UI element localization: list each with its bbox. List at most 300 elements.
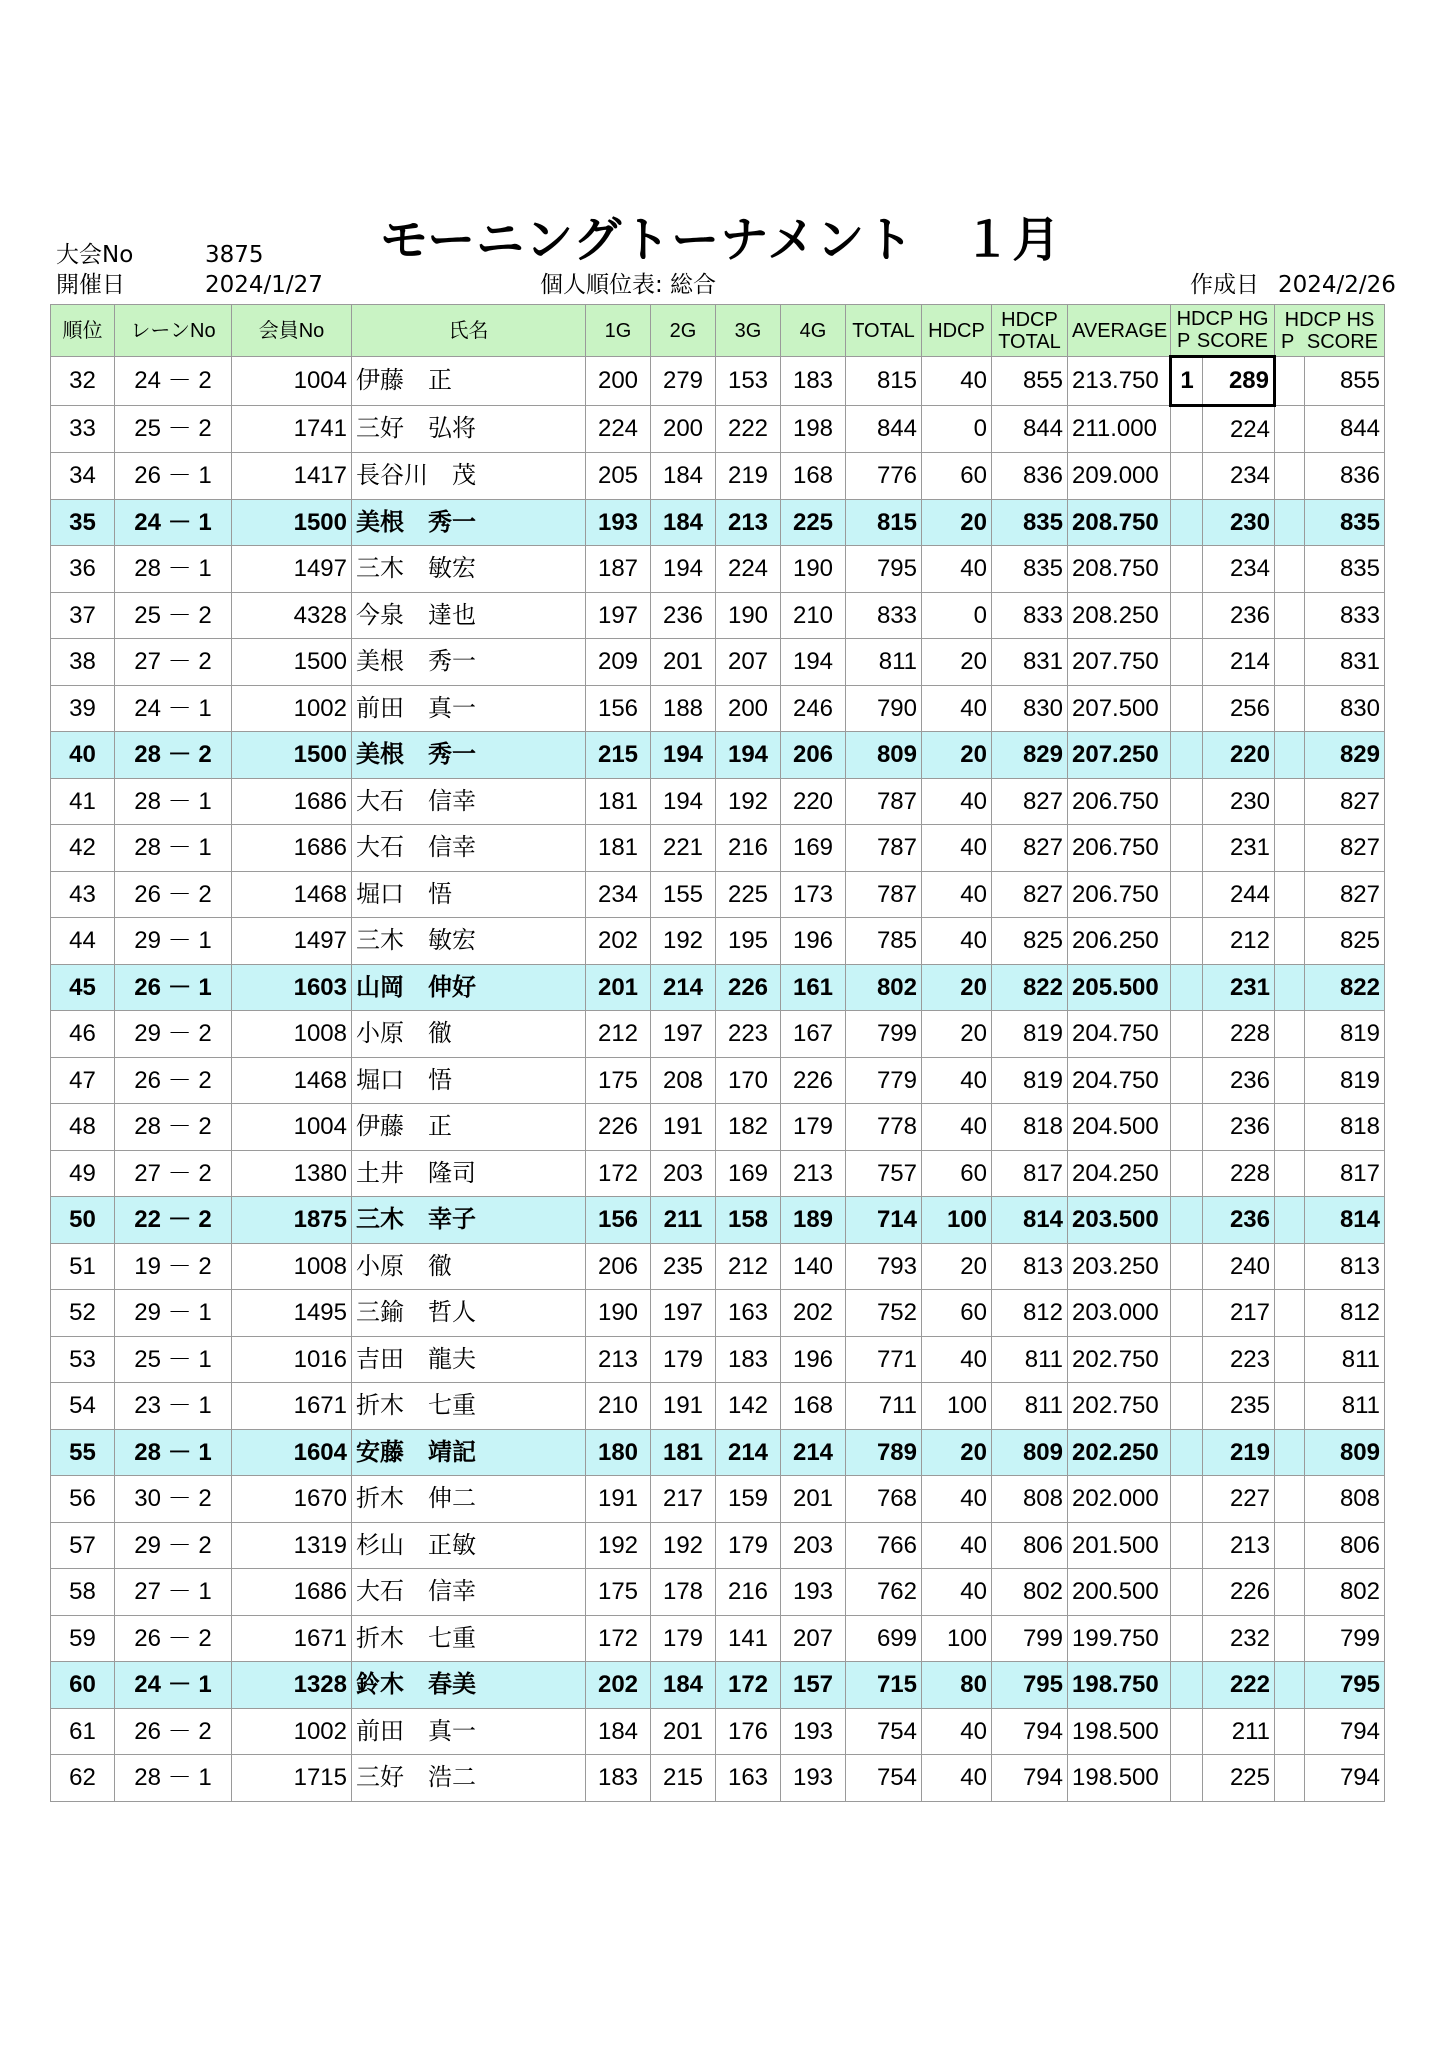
cell-hs-p [1275, 592, 1305, 639]
cell-hdcp: 40 [922, 825, 992, 872]
cell-rank: 49 [51, 1150, 115, 1197]
cell-hs-score: 836 [1305, 453, 1385, 500]
cell-average: 204.750 [1068, 1011, 1171, 1058]
cell-hs-score: 819 [1305, 1011, 1385, 1058]
cell-hs-p [1275, 825, 1305, 872]
cell-g4: 202 [781, 1290, 846, 1337]
cell-hdcp: 40 [922, 1336, 992, 1383]
cell-average: 209.000 [1068, 453, 1171, 500]
cell-name: 三木 敏宏 [352, 546, 586, 593]
cell-hs-p [1275, 778, 1305, 825]
cell-hdcp: 40 [922, 357, 992, 406]
table-row [51, 685, 1385, 732]
cell-hs-p [1275, 1243, 1305, 1290]
table-row [51, 1615, 1385, 1662]
cell-hg-p: 1 [1171, 357, 1203, 406]
cell-hg-p [1171, 964, 1203, 1011]
cell-member: 1603 [232, 964, 352, 1011]
cell-g1: 181 [586, 825, 651, 872]
cell-member: 1671 [232, 1383, 352, 1430]
cell-hdcp: 20 [922, 1243, 992, 1290]
created-date: 2024/2/26 [1278, 272, 1396, 298]
cell-hg-p [1171, 1104, 1203, 1151]
cell-member: 1741 [232, 405, 352, 453]
cell-hs-score: 831 [1305, 639, 1385, 686]
cell-g2: 201 [651, 1708, 716, 1755]
cell-lane: 22 － 2 [115, 1197, 232, 1244]
cell-total: 790 [846, 685, 922, 732]
table-row [51, 639, 1385, 686]
cell-hs-score: 794 [1305, 1708, 1385, 1755]
cell-hdcp-total: 818 [992, 1104, 1068, 1151]
cell-hg-score: 224 [1203, 405, 1275, 453]
cell-g2: 197 [651, 1011, 716, 1058]
cell-average: 203.500 [1068, 1197, 1171, 1244]
col-hdcp-hs-top: HDCP HS [1284, 308, 1375, 331]
cell-lane: 28 － 1 [115, 1429, 232, 1476]
cell-hdcp-total: 827 [992, 871, 1068, 918]
cell-hs-p [1275, 1569, 1305, 1616]
cell-lane: 24 － 2 [115, 357, 232, 406]
cell-g1: 180 [586, 1429, 651, 1476]
cell-hdcp: 20 [922, 639, 992, 686]
cell-g3: 183 [716, 1336, 781, 1383]
cell-hdcp-total: 825 [992, 918, 1068, 965]
cell-hs-score: 811 [1305, 1383, 1385, 1430]
cell-hdcp: 40 [922, 1057, 992, 1104]
cell-g3: 190 [716, 592, 781, 639]
cell-lane: 27 － 1 [115, 1569, 232, 1616]
cell-name: 折木 七重 [352, 1383, 586, 1430]
cell-total: 752 [846, 1290, 922, 1337]
cell-average: 202.000 [1068, 1476, 1171, 1523]
cell-total: 779 [846, 1057, 922, 1104]
cell-total: 789 [846, 1429, 922, 1476]
cell-g1: 210 [586, 1383, 651, 1430]
col-hdcp-hs-score: SCORE [1306, 330, 1378, 353]
cell-hs-p [1275, 1336, 1305, 1383]
results-table [50, 304, 1385, 1802]
col-rank: 順位 [51, 305, 115, 357]
cell-hdcp-total: 829 [992, 732, 1068, 779]
cell-hs-score: 794 [1305, 1755, 1385, 1802]
cell-g3: 170 [716, 1057, 781, 1104]
cell-member: 1686 [232, 825, 352, 872]
cell-hg-p [1171, 1197, 1203, 1244]
cell-g3: 207 [716, 639, 781, 686]
cell-member: 1495 [232, 1290, 352, 1337]
cell-g4: 226 [781, 1057, 846, 1104]
cell-g2: 215 [651, 1755, 716, 1802]
cell-name: 折木 七重 [352, 1615, 586, 1662]
table-row [51, 1104, 1385, 1151]
cell-average: 203.250 [1068, 1243, 1171, 1290]
cell-member: 1715 [232, 1755, 352, 1802]
cell-g3: 212 [716, 1243, 781, 1290]
cell-hg-p [1171, 825, 1203, 872]
cell-lane: 27 － 2 [115, 639, 232, 686]
cell-total: 787 [846, 825, 922, 872]
cell-hs-score: 835 [1305, 499, 1385, 546]
cell-g3: 195 [716, 918, 781, 965]
cell-g1: 190 [586, 1290, 651, 1337]
cell-g3: 216 [716, 1569, 781, 1616]
cell-name: 今泉 達也 [352, 592, 586, 639]
cell-hs-p [1275, 1755, 1305, 1802]
cell-g2: 191 [651, 1104, 716, 1151]
cell-hg-score: 232 [1203, 1615, 1275, 1662]
cell-lane: 24 － 1 [115, 1662, 232, 1709]
cell-g4: 167 [781, 1011, 846, 1058]
cell-hdcp: 60 [922, 1290, 992, 1337]
cell-hs-score: 817 [1305, 1150, 1385, 1197]
col-hdcp-hg-score: SCORE [1196, 330, 1268, 352]
cell-g1: 172 [586, 1615, 651, 1662]
col-hdcp-hs-p: P [1281, 330, 1295, 353]
cell-hdcp-total: 855 [992, 357, 1068, 406]
cell-hdcp: 100 [922, 1615, 992, 1662]
cell-lane: 23 － 1 [115, 1383, 232, 1430]
cell-g2: 200 [651, 405, 716, 453]
col-g2: 2G [651, 305, 716, 357]
cell-total: 815 [846, 499, 922, 546]
tournament-no: 3875 [205, 242, 264, 268]
cell-hdcp: 0 [922, 405, 992, 453]
cell-hg-p [1171, 1476, 1203, 1523]
cell-lane: 26 － 2 [115, 1615, 232, 1662]
cell-member: 1016 [232, 1336, 352, 1383]
report-subtitle: 個人順位表: 総合 [540, 272, 717, 298]
cell-name: 安藤 靖記 [352, 1429, 586, 1476]
cell-hg-score: 226 [1203, 1569, 1275, 1616]
cell-hg-score: 228 [1203, 1011, 1275, 1058]
cell-member: 1500 [232, 499, 352, 546]
table-row [51, 1336, 1385, 1383]
cell-hg-p [1171, 918, 1203, 965]
cell-hs-p [1275, 357, 1305, 406]
cell-lane: 25 － 1 [115, 1336, 232, 1383]
table-row [51, 871, 1385, 918]
cell-hs-score: 827 [1305, 871, 1385, 918]
cell-hs-p [1275, 453, 1305, 500]
cell-lane: 25 － 2 [115, 405, 232, 453]
cell-member: 1671 [232, 1615, 352, 1662]
cell-hdcp: 40 [922, 1755, 992, 1802]
cell-g2: 236 [651, 592, 716, 639]
cell-lane: 26 － 1 [115, 453, 232, 500]
cell-hg-p [1171, 1290, 1203, 1337]
cell-average: 207.250 [1068, 732, 1171, 779]
cell-hg-score: 240 [1203, 1243, 1275, 1290]
cell-hg-score: 227 [1203, 1476, 1275, 1523]
cell-rank: 37 [51, 592, 115, 639]
cell-average: 208.750 [1068, 499, 1171, 546]
cell-hdcp-total: 819 [992, 1011, 1068, 1058]
cell-rank: 47 [51, 1057, 115, 1104]
cell-g2: 214 [651, 964, 716, 1011]
cell-g3: 224 [716, 546, 781, 593]
cell-hdcp-total: 802 [992, 1569, 1068, 1616]
cell-g3: 194 [716, 732, 781, 779]
cell-total: 787 [846, 871, 922, 918]
cell-g2: 235 [651, 1243, 716, 1290]
cell-total: 802 [846, 964, 922, 1011]
cell-hg-p [1171, 546, 1203, 593]
cell-hdcp-total: 819 [992, 1057, 1068, 1104]
cell-g3: 176 [716, 1708, 781, 1755]
table-row [51, 546, 1385, 593]
cell-g2: 178 [651, 1569, 716, 1616]
cell-hg-score: 236 [1203, 1197, 1275, 1244]
cell-total: 799 [846, 1011, 922, 1058]
cell-hg-score: 256 [1203, 685, 1275, 732]
cell-g4: 201 [781, 1476, 846, 1523]
cell-hs-score: 813 [1305, 1243, 1385, 1290]
cell-hdcp-total: 831 [992, 639, 1068, 686]
cell-lane: 28 － 1 [115, 1755, 232, 1802]
cell-hs-p [1275, 1708, 1305, 1755]
cell-average: 198.750 [1068, 1662, 1171, 1709]
cell-hs-score: 827 [1305, 825, 1385, 872]
cell-rank: 58 [51, 1569, 115, 1616]
cell-hdcp-total: 827 [992, 825, 1068, 872]
col-hdcp-total-bottom: TOTAL [998, 330, 1061, 353]
cell-g1: 205 [586, 453, 651, 500]
cell-total: 766 [846, 1522, 922, 1569]
cell-hdcp: 40 [922, 546, 992, 593]
cell-g3: 192 [716, 778, 781, 825]
cell-member: 1500 [232, 732, 352, 779]
cell-name: 堀口 悟 [352, 871, 586, 918]
cell-g3: 214 [716, 1429, 781, 1476]
cell-hs-p [1275, 964, 1305, 1011]
cell-hs-p [1275, 1383, 1305, 1430]
cell-rank: 33 [51, 405, 115, 453]
cell-hg-score: 223 [1203, 1336, 1275, 1383]
cell-name: 三木 幸子 [352, 1197, 586, 1244]
cell-average: 208.250 [1068, 592, 1171, 639]
cell-hg-p [1171, 1429, 1203, 1476]
cell-g2: 194 [651, 778, 716, 825]
cell-total: 757 [846, 1150, 922, 1197]
cell-hs-p [1275, 918, 1305, 965]
cell-hdcp: 40 [922, 871, 992, 918]
cell-name: 大石 信幸 [352, 778, 586, 825]
cell-total: 771 [846, 1336, 922, 1383]
cell-total: 715 [846, 1662, 922, 1709]
cell-name: 三好 弘将 [352, 405, 586, 453]
table-row [51, 592, 1385, 639]
cell-lane: 26 － 2 [115, 1057, 232, 1104]
cell-g1: 200 [586, 357, 651, 406]
cell-g4: 206 [781, 732, 846, 779]
cell-hdcp: 40 [922, 1476, 992, 1523]
cell-hg-p [1171, 1057, 1203, 1104]
table-row [51, 1755, 1385, 1802]
cell-g1: 187 [586, 546, 651, 593]
cell-member: 1497 [232, 546, 352, 593]
cell-hdcp-total: 811 [992, 1336, 1068, 1383]
cell-hs-p [1275, 1429, 1305, 1476]
cell-member: 1328 [232, 1662, 352, 1709]
cell-total: 754 [846, 1708, 922, 1755]
cell-name: 小原 徹 [352, 1011, 586, 1058]
cell-hdcp-total: 833 [992, 592, 1068, 639]
cell-hs-p [1275, 405, 1305, 453]
cell-g4: 168 [781, 453, 846, 500]
cell-g1: 193 [586, 499, 651, 546]
cell-g4: 213 [781, 1150, 846, 1197]
cell-name: 鈴木 春美 [352, 1662, 586, 1709]
cell-name: 吉田 龍夫 [352, 1336, 586, 1383]
cell-lane: 24 － 1 [115, 685, 232, 732]
cell-hg-p [1171, 871, 1203, 918]
cell-hg-score: 236 [1203, 1057, 1275, 1104]
cell-hg-score: 230 [1203, 778, 1275, 825]
cell-hg-score: 225 [1203, 1755, 1275, 1802]
table-row [51, 1290, 1385, 1337]
cell-hdcp-total: 830 [992, 685, 1068, 732]
cell-name: 美根 秀一 [352, 499, 586, 546]
cell-hdcp-total: 799 [992, 1615, 1068, 1662]
col-member: 会員No [232, 305, 352, 357]
cell-hg-score: 244 [1203, 871, 1275, 918]
col-g3: 3G [716, 305, 781, 357]
cell-hdcp: 40 [922, 685, 992, 732]
cell-average: 211.000 [1068, 405, 1171, 453]
cell-hs-score: 799 [1305, 1615, 1385, 1662]
cell-member: 1002 [232, 685, 352, 732]
cell-hs-score: 830 [1305, 685, 1385, 732]
cell-name: 杉山 正敏 [352, 1522, 586, 1569]
cell-hdcp: 100 [922, 1197, 992, 1244]
cell-hg-score: 236 [1203, 1104, 1275, 1151]
cell-average: 198.500 [1068, 1755, 1171, 1802]
cell-rank: 40 [51, 732, 115, 779]
table-row [51, 1150, 1385, 1197]
cell-lane: 26 － 1 [115, 964, 232, 1011]
cell-hs-p [1275, 1522, 1305, 1569]
cell-total: 762 [846, 1569, 922, 1616]
cell-hs-p [1275, 1662, 1305, 1709]
cell-g2: 179 [651, 1615, 716, 1662]
cell-g2: 197 [651, 1290, 716, 1337]
cell-name: 三木 敏宏 [352, 918, 586, 965]
page-title: モーニングトーナメント １月 [380, 212, 1062, 268]
table-row [51, 405, 1385, 453]
cell-hs-score: 827 [1305, 778, 1385, 825]
cell-g1: 215 [586, 732, 651, 779]
col-g1: 1G [586, 305, 651, 357]
cell-g3: 163 [716, 1755, 781, 1802]
cell-g1: 156 [586, 685, 651, 732]
cell-average: 208.750 [1068, 546, 1171, 593]
col-lane: レーンNo [115, 305, 232, 357]
cell-average: 201.500 [1068, 1522, 1171, 1569]
table-row [51, 918, 1385, 965]
cell-hdcp-total: 809 [992, 1429, 1068, 1476]
cell-hdcp-total: 812 [992, 1290, 1068, 1337]
cell-g3: 159 [716, 1476, 781, 1523]
cell-total: 844 [846, 405, 922, 453]
cell-g1: 181 [586, 778, 651, 825]
col-hdcp-hg [1171, 305, 1275, 357]
cell-member: 1319 [232, 1522, 352, 1569]
cell-hdcp: 20 [922, 499, 992, 546]
cell-g4: 193 [781, 1569, 846, 1616]
cell-hs-score: 811 [1305, 1336, 1385, 1383]
cell-g2: 211 [651, 1197, 716, 1244]
cell-g4: 169 [781, 825, 846, 872]
cell-g4: 168 [781, 1383, 846, 1430]
cell-name: 前田 真一 [352, 685, 586, 732]
cell-rank: 60 [51, 1662, 115, 1709]
cell-rank: 59 [51, 1615, 115, 1662]
cell-hdcp: 60 [922, 1150, 992, 1197]
cell-hs-score: 829 [1305, 732, 1385, 779]
cell-average: 206.750 [1068, 825, 1171, 872]
cell-member: 1500 [232, 639, 352, 686]
cell-hdcp: 40 [922, 778, 992, 825]
cell-hdcp-total: 835 [992, 499, 1068, 546]
table-row [51, 732, 1385, 779]
cell-hg-score: 212 [1203, 918, 1275, 965]
cell-lane: 27 － 2 [115, 1150, 232, 1197]
cell-rank: 39 [51, 685, 115, 732]
cell-g2: 184 [651, 499, 716, 546]
cell-hg-score: 213 [1203, 1522, 1275, 1569]
cell-g3: 219 [716, 453, 781, 500]
cell-hs-score: 814 [1305, 1197, 1385, 1244]
col-hdcp-hg-p: P [1177, 330, 1191, 352]
cell-member: 1468 [232, 1057, 352, 1104]
cell-hg-p [1171, 1708, 1203, 1755]
cell-hs-score: 812 [1305, 1290, 1385, 1337]
cell-g4: 196 [781, 1336, 846, 1383]
cell-g2: 192 [651, 1522, 716, 1569]
cell-member: 1686 [232, 1569, 352, 1616]
cell-rank: 45 [51, 964, 115, 1011]
cell-g2: 188 [651, 685, 716, 732]
cell-total: 778 [846, 1104, 922, 1151]
col-g4: 4G [781, 305, 846, 357]
cell-hs-score: 822 [1305, 964, 1385, 1011]
cell-g1: 184 [586, 1708, 651, 1755]
cell-g2: 201 [651, 639, 716, 686]
cell-hg-p [1171, 1150, 1203, 1197]
cell-hg-p [1171, 1011, 1203, 1058]
cell-total: 776 [846, 453, 922, 500]
cell-g2: 208 [651, 1057, 716, 1104]
cell-name: 前田 真一 [352, 1708, 586, 1755]
table-row [51, 825, 1385, 872]
cell-average: 206.750 [1068, 778, 1171, 825]
cell-hdcp-total: 835 [992, 546, 1068, 593]
cell-g4: 198 [781, 405, 846, 453]
cell-hg-p [1171, 778, 1203, 825]
cell-hs-p [1275, 1011, 1305, 1058]
cell-rank: 46 [51, 1011, 115, 1058]
cell-name: 美根 秀一 [352, 639, 586, 686]
cell-hg-score: 219 [1203, 1429, 1275, 1476]
table-row [51, 1383, 1385, 1430]
cell-lane: 29 － 1 [115, 1290, 232, 1337]
cell-hs-p [1275, 871, 1305, 918]
cell-hg-p [1171, 685, 1203, 732]
cell-g3: 200 [716, 685, 781, 732]
cell-name: 折木 伸二 [352, 1476, 586, 1523]
cell-rank: 55 [51, 1429, 115, 1476]
